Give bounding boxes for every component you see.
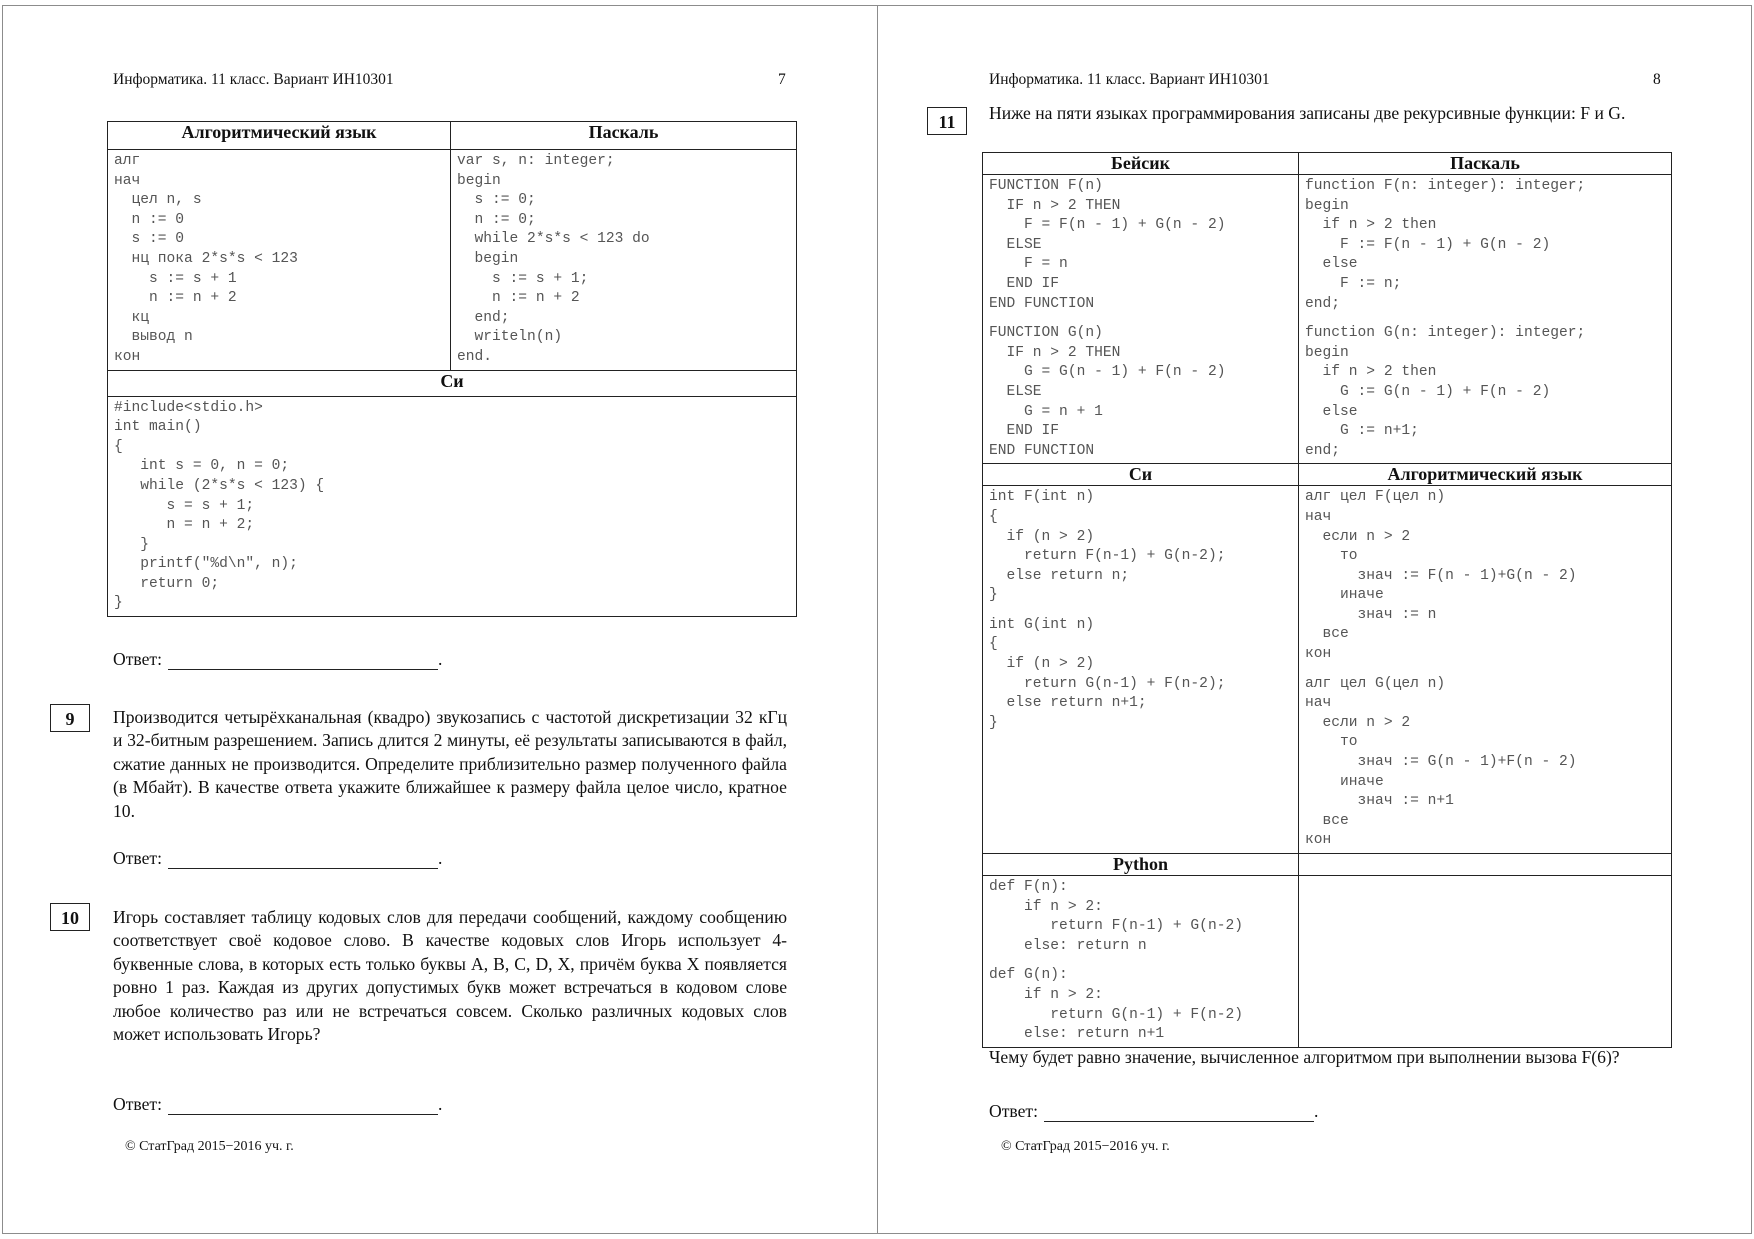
header-c: Си [983, 464, 1299, 486]
answer-label: Ответ: [113, 649, 162, 669]
c-code-g: int G(int n) { if (n > 2) return G(n-1) + F(n-2); else return n+1; } [989, 616, 1226, 731]
question-11-text: Чему будет равно значение, вычисленное алгоритмом при выполнении вызова F(6)? [989, 1047, 1620, 1067]
question-number-9: 9 [50, 704, 90, 732]
header-alg: Алгоритмический язык [108, 122, 451, 150]
page-footer: © СтатГрад 2015−2016 уч. г. [1001, 1139, 1170, 1154]
basic-code-f: FUNCTION F(n) IF n > 2 THEN F = F(n - 1) + G(n - 2) ELSE F = n END IF END FUNCTION [989, 178, 1226, 312]
basic-code-g: FUNCTION G(n) IF n > 2 THEN G = G(n - 1) + F(n - 2) ELSE G = n + 1 END IF END FUNCTION [989, 325, 1226, 459]
empty-cell [1299, 876, 1672, 1048]
code-table-q8 [107, 121, 797, 617]
answer-field[interactable] [1044, 1103, 1314, 1122]
answer-field[interactable] [168, 651, 438, 670]
empty-cell [1299, 854, 1672, 876]
c-code: #include<stdio.h> int main() { int s = 0, n = 0; while (2*s*s < 123) { s = s + 1; n = n + 2; } printf("%d\n", n); return 0; } [114, 399, 325, 612]
right-page [877, 5, 1752, 1234]
question-number-11: 11 [927, 107, 967, 135]
question-11-intro: Ниже на пяти языках программирования записаны две рекурсивные функции: F и G. [989, 103, 1626, 123]
code-table-q11 [982, 152, 1672, 1048]
python-code-f: def F(n): if n > 2: return F(n-1) + G(n-2) else: return n [989, 879, 1243, 954]
alg-code-f: алг цел F(цел n) нач если n > 2 то знач := F(n - 1)+G(n - 2) иначе знач := n все кон [1305, 489, 1577, 663]
alg-code: алг нач цел n, s n := 0 s := 0 нц пока 2*s*s < 123 s := s + 1 n := n + 2 кц вывод n кон [114, 153, 298, 365]
answer-label: Ответ: [989, 1101, 1038, 1121]
answer-q8: Ответ: . [113, 649, 443, 669]
header-python: Python [983, 854, 1299, 876]
answer-label: Ответ: [113, 1094, 162, 1114]
page-number: 7 [778, 71, 786, 88]
alg-code-g: алг цел G(цел n) нач если n > 2 то знач := G(n - 1)+F(n - 2) иначе знач := n+1 все кон [1305, 675, 1577, 849]
answer-label: Ответ: [113, 848, 162, 868]
header-alg: Алгоритмический язык [1299, 464, 1672, 486]
header-pascal: Паскаль [451, 122, 797, 150]
left-page [2, 5, 878, 1234]
question-10-text: Игорь составляет таблицу кодовых слов для передачи сообщений, каждому сообщению соответствует своё кодовое слово. В качестве кодовых слов Игорь использует 4-буквенные слова, в которых есть только буквы A, B, C, D, X, причём буква X появляется ровно 1 раз. Каждая из других допустимых букв может встречаться в кодовом слове любое количество раз или не встречаться совсем. Сколько различных кодовых слов может использовать Игорь? [113, 907, 787, 1045]
page-header: Информатика. 11 класс. Вариант ИН10301 [113, 71, 394, 88]
answer-field[interactable] [168, 850, 438, 869]
pascal-code: var s, n: integer; begin s := 0; n := 0; while 2*s*s < 123 do begin s := s + 1; n := n + 2 end; writeln(n) end. [457, 153, 650, 365]
page-header: Информатика. 11 класс. Вариант ИН10301 [989, 71, 1270, 88]
pascal-code-f: function F(n: integer): integer; begin if n > 2 then F := F(n - 1) + G(n - 2) else F := n; end; [1305, 178, 1586, 312]
answer-field[interactable] [168, 1096, 438, 1115]
page-number: 8 [1653, 71, 1661, 88]
page-footer: © СтатГрад 2015−2016 уч. г. [125, 1139, 294, 1154]
question-9-text: Производится четырёхканальная (квадро) звукозапись с частотой дискретизации 32 кГц и 32-битным разрешением. Запись длится 2 минуты, её результаты записываются в файл, сжатие данных не производится. Определите приблизительно размер полученного файла (в Мбайт). В качестве ответа укажите ближайшее к размеру файла целое число, кратное 10. [113, 707, 787, 821]
answer-q10: Ответ: . [113, 1094, 443, 1114]
answer-q11: Ответ: . [989, 1101, 1319, 1121]
header-c: Си [108, 370, 797, 396]
pascal-code-g: function G(n: integer): integer; begin if n > 2 then G := G(n - 1) + F(n - 2) else G := n+1; end; [1305, 325, 1586, 459]
header-basic: Бейсик [983, 153, 1299, 175]
python-code-g: def G(n): if n > 2: return G(n-1) + F(n-2) else: return n+1 [989, 967, 1243, 1043]
question-number-10: 10 [50, 903, 90, 931]
c-code-f: int F(int n) { if (n > 2) return F(n-1) + G(n-2); else return n; } [989, 489, 1226, 604]
header-pascal: Паскаль [1299, 153, 1672, 175]
answer-q9: Ответ: . [113, 848, 443, 868]
